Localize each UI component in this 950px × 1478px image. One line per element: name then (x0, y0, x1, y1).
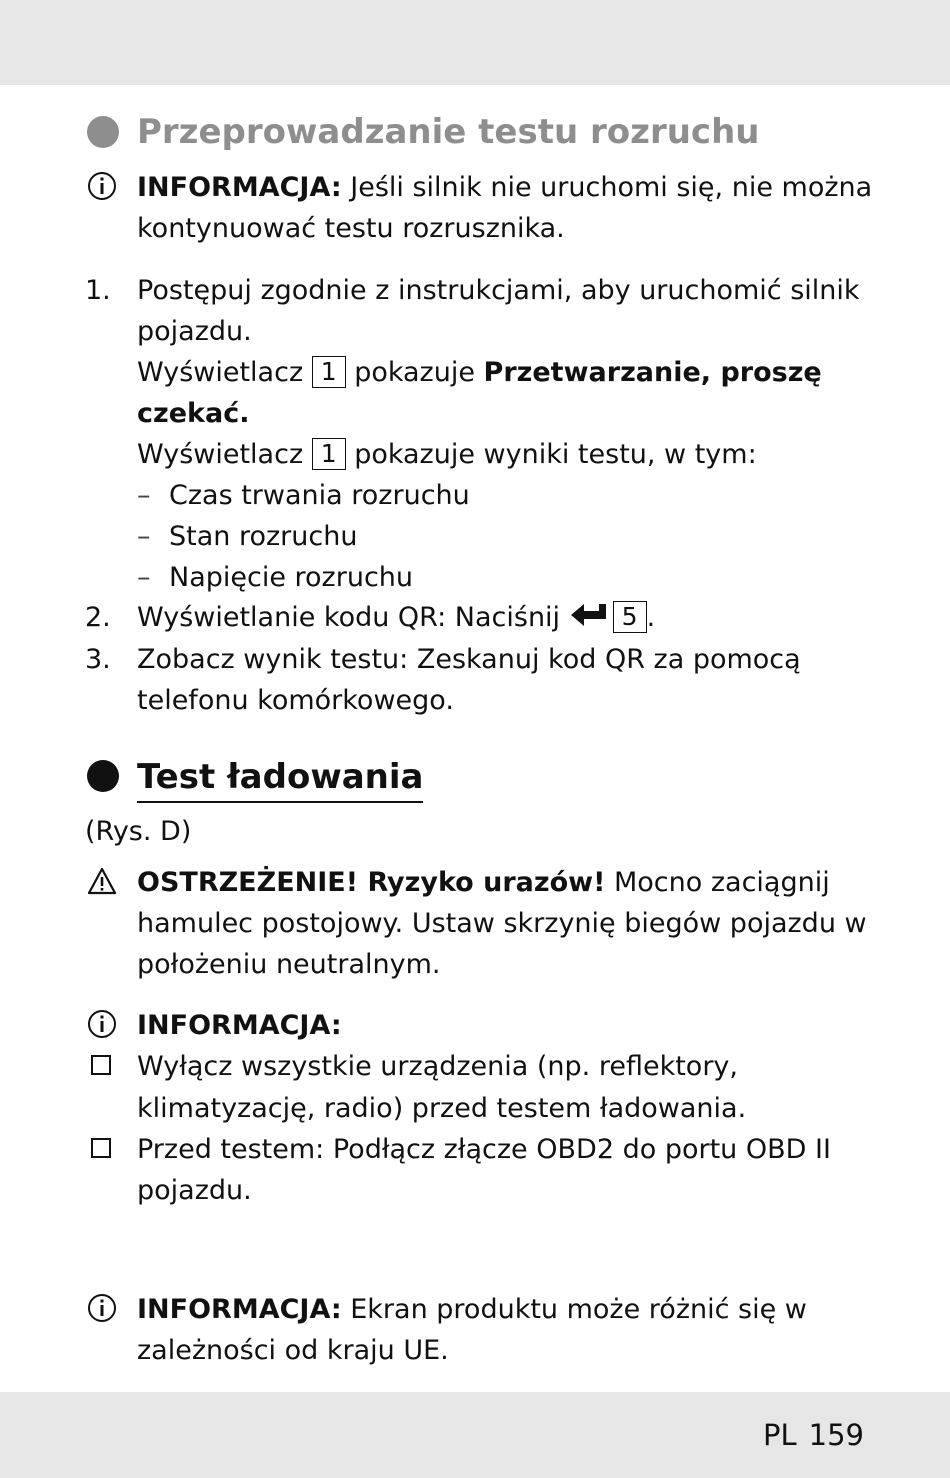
checklist-box (91, 1138, 111, 1158)
result-item: Napięcie rozruchu (169, 562, 414, 593)
info-text: Ekran produktu może różnić się w (341, 1294, 807, 1325)
button-ref-box: 5 (613, 601, 647, 633)
step-number: 3. (85, 644, 111, 675)
step-text-cont: telefonu komórkowego. (137, 685, 454, 716)
language-code: PL (762, 1418, 797, 1452)
page-number (763, 1418, 864, 1452)
step-text-cont: pojazdu. (137, 316, 252, 347)
warning-text: Mocno zaciągnij (605, 867, 830, 898)
step-number: 2. (85, 602, 111, 633)
display-ref-box: 1 (312, 356, 346, 388)
step-text: Zobacz wynik testu: Zeskanuj kod QR za pomocą (137, 644, 801, 675)
checklist-item-cont: klimatyzację, radio) przed testem ładowania. (137, 1093, 747, 1124)
processing-message-cont: czekać. (137, 398, 250, 429)
dash-marker: – (137, 562, 151, 593)
dash-marker: – (137, 480, 151, 511)
checklist-box (91, 1055, 111, 1075)
display-label: Wyświetlacz (137, 439, 312, 470)
result-item: Stan rozruchu (169, 521, 358, 552)
info-note-footer (137, 1289, 807, 1330)
info-icon (87, 171, 117, 201)
step-text (137, 597, 655, 638)
dash-marker: – (137, 521, 151, 552)
period: . (646, 602, 656, 633)
processing-message: Przetwarzanie, proszę (483, 357, 822, 388)
info-label: INFORMACJA: (137, 1294, 342, 1325)
checklist-item-cont: pojazdu. (137, 1175, 252, 1206)
results-line (137, 434, 757, 475)
warning-text-cont: hamulec postojowy. Ustaw skrzynię biegów pojazdu w (137, 908, 867, 939)
top-margin-band (0, 0, 950, 85)
results-text: pokazuje wyniki testu, w tym: (345, 439, 757, 470)
info-text-cont: zależności od kraju UE. (137, 1335, 449, 1366)
info-label: INFORMACJA: (137, 1010, 342, 1041)
info-text: Jeśli silnik nie uruchomi się, nie można (341, 172, 873, 203)
step-number: 1. (85, 275, 111, 306)
warning-label: OSTRZEŻENIE! Ryzyko urazów! (137, 867, 606, 898)
info-text-cont: kontynuować testu rozrusznika. (137, 213, 565, 244)
info-icon (87, 1293, 117, 1323)
info-label: INFORMACJA: (137, 172, 342, 203)
result-item: Czas trwania rozruchu (169, 480, 470, 511)
shows-text: pokazuje (345, 357, 484, 388)
warning-note (137, 862, 830, 903)
warning-icon (87, 866, 117, 896)
step-text: Postępuj zgodnie z instrukcjami, aby uruchomić silnik (137, 275, 860, 306)
display-label: Wyświetlacz (137, 357, 312, 388)
page-number-value: 159 (808, 1418, 864, 1452)
figure-reference: (Rys. D) (85, 816, 192, 847)
section-heading-charging-test: Test ładowania (137, 753, 423, 803)
display-ref-box: 1 (312, 438, 346, 470)
warning-text-cont: położeniu neutralnym. (137, 949, 441, 980)
step-qr-text: Wyświetlanie kodu QR: Naciśnij (137, 602, 569, 633)
checklist-item: Wyłącz wszystkie urządzenia (np. reflektory, (137, 1051, 738, 1082)
info-icon (87, 1009, 117, 1039)
section-bullet (87, 760, 119, 792)
info-note-1 (137, 167, 872, 208)
enter-key-icon (569, 602, 609, 630)
processing-line (137, 352, 822, 393)
section-heading-start-test: Przeprowadzanie testu rozruchu (137, 112, 760, 152)
section-bullet (87, 116, 119, 148)
checklist-item: Przed testem: Podłącz złącze OBD2 do portu OBD II (137, 1134, 831, 1165)
